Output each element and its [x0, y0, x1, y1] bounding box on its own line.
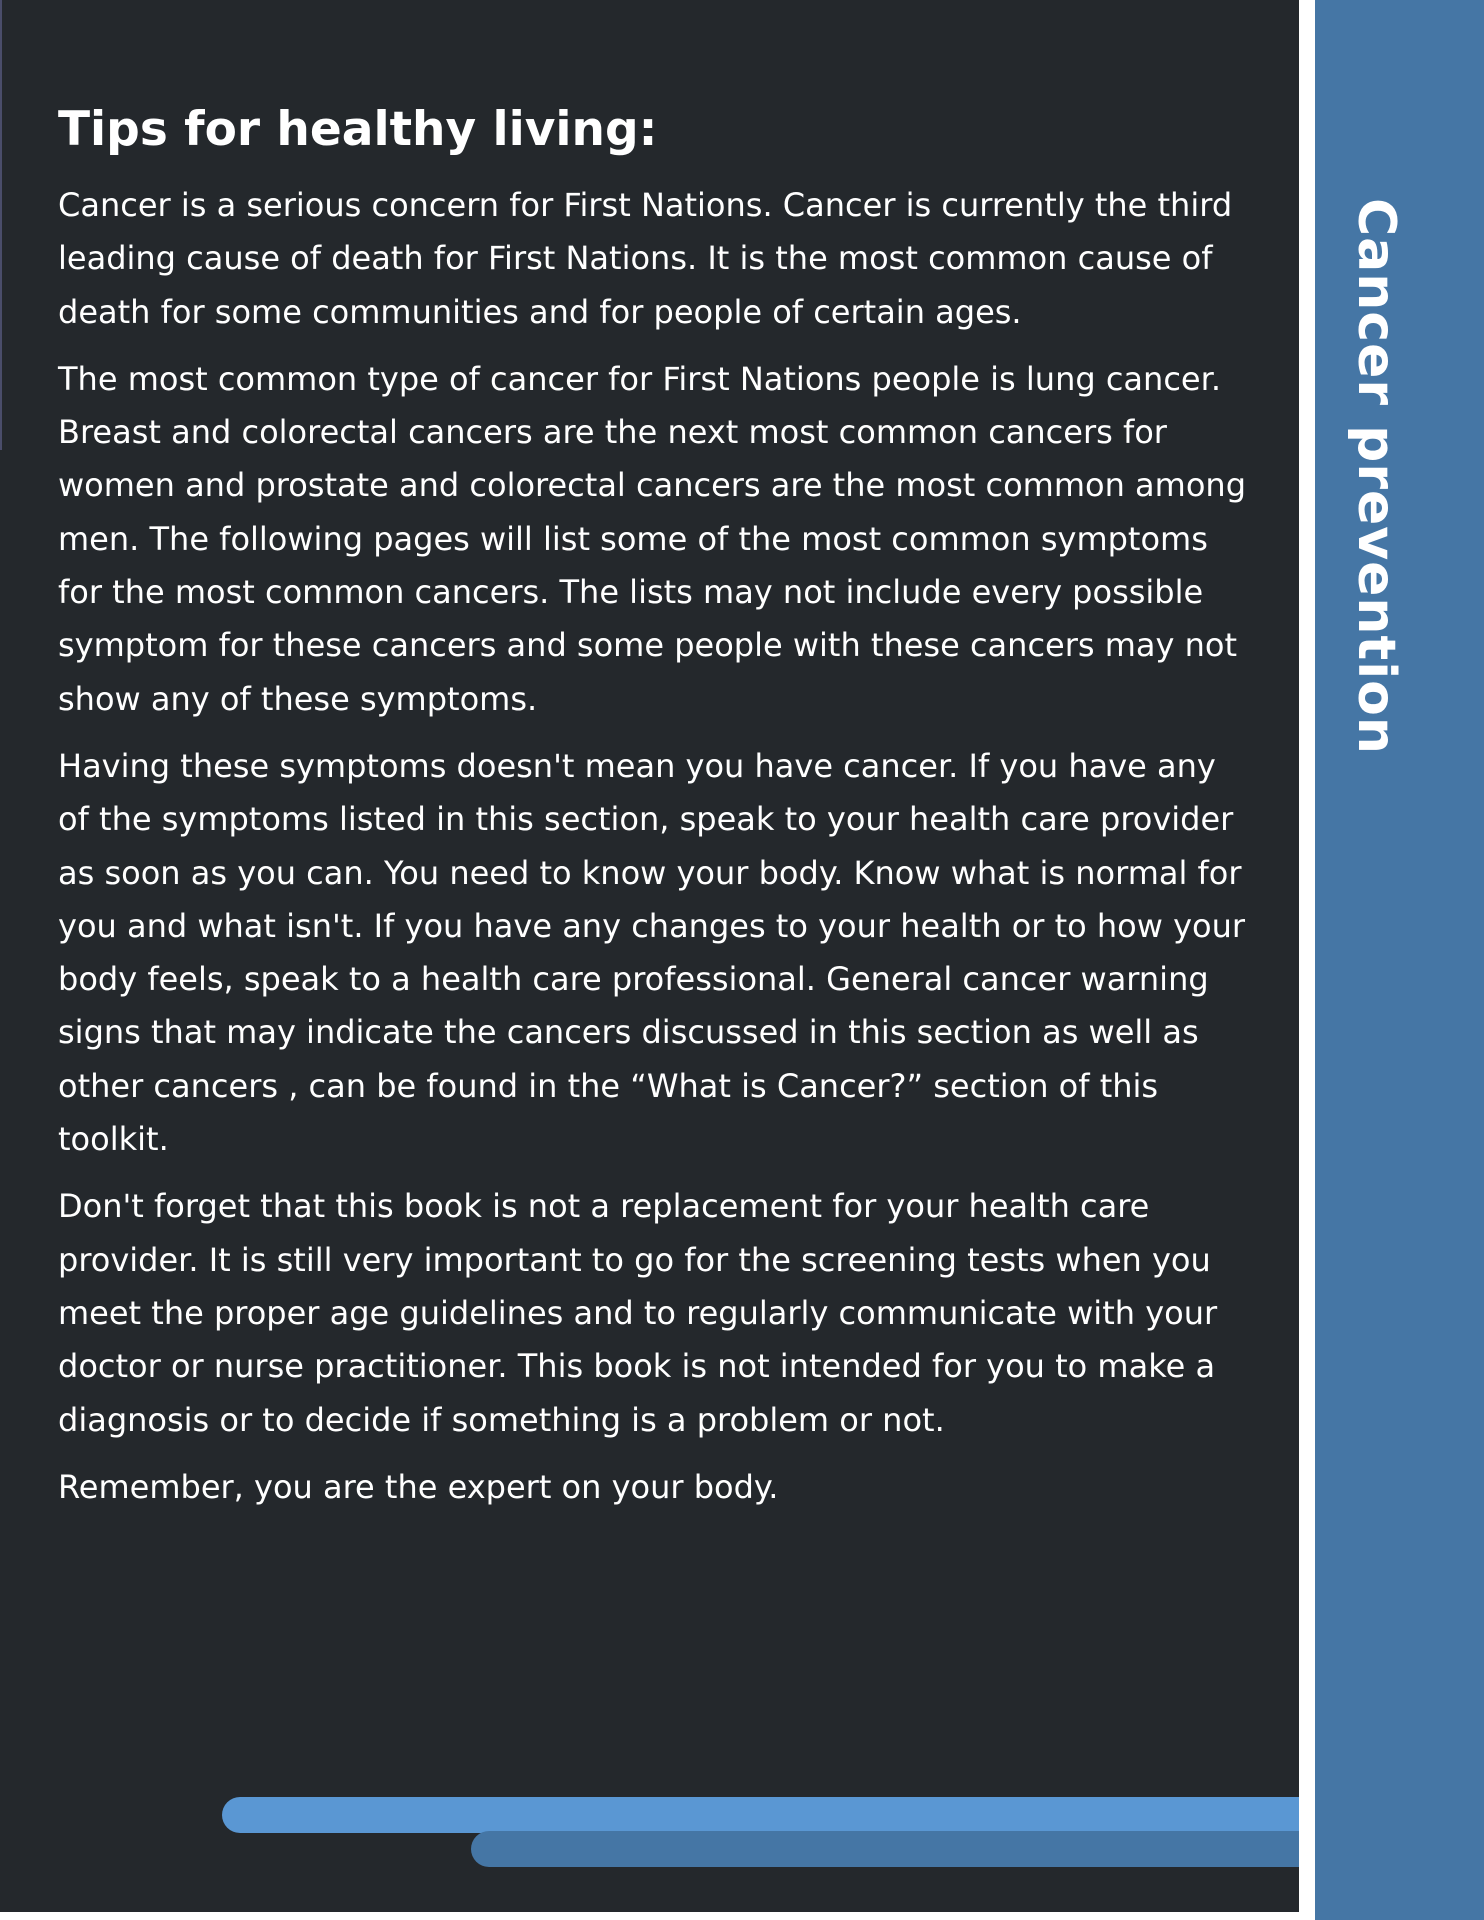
- section-label: Cancer prevention: [1346, 198, 1406, 755]
- decorative-bar-light: [222, 1797, 1299, 1833]
- paragraph-1: Cancer is a serious concern for First Nations. Cancer is currently the third leading cause of death for First Nations. It is the most common cause of death for some communities and for people of certain ages.: [58, 186, 1233, 331]
- decorative-bar-dark: [471, 1831, 1299, 1867]
- left-edge-line: [0, 0, 2, 450]
- content-area: [58, 95, 1248, 1528]
- paragraph-2: The most common type of cancer for First Nations people is lung cancer. Breast and colorectal cancers are the next most common cancers for women and prostate and colorectal cancers are the most common among men. The following pages will list some of the most common symptoms for the most common cancers. The lists may not include every possible symptom for these cancers and some people with these cancers may not show any of these symptoms.: [58, 359, 1246, 718]
- paragraph-5: Remember, you are the expert on your body.: [58, 1467, 779, 1506]
- paragraph-4: Don't forget that this book is not a replacement for your health care provider. It is still very important to go for the screening tests when you meet the proper age guidelines and to regularly communicate with your doctor or nurse practitioner. This book is not intended for you to make a diagnosis or to decide if something is a problem or not.: [58, 1187, 1218, 1439]
- page-title: Tips for healthy living:: [58, 102, 658, 157]
- paragraph-3: Having these symptoms doesn't mean you have cancer. If you have any of the symptoms listed in this section, speak to your health care provider as soon as you can. You need to know your body. Know what is normal for you and what isn't. If you have any changes to your health or to how your body feels, speak to a health care professional. General cancer warning signs that may indicate the cancers discussed in this section as well as other cancers , can be found in the “What is Cancer?” section of this toolkit.: [58, 746, 1246, 1159]
